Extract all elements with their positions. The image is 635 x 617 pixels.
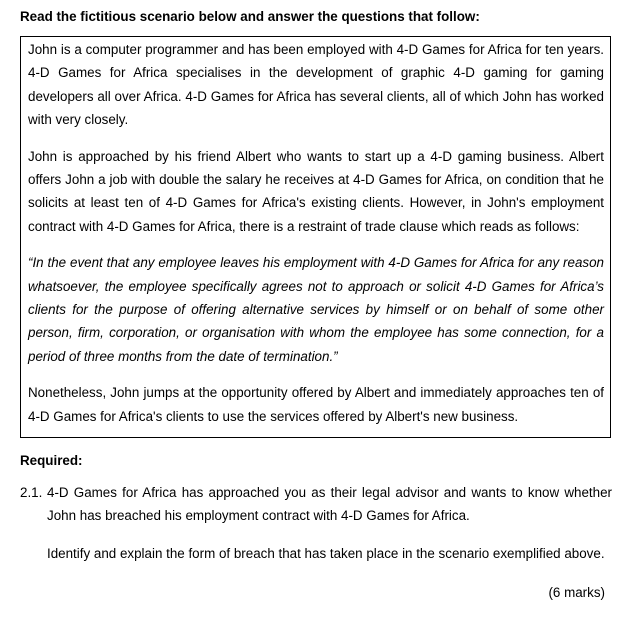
scenario-box	[20, 36, 611, 438]
required-label: Required:	[20, 453, 83, 468]
scenario-paragraph-1: John is a computer programmer and has been employed with 4-D Games for Africa for ten years. 4-D Games for Africa specialises in the development of graphic 4-D gaming for gaming developers all over Africa. 4-D Games for Africa has several clients, all of which John has worked with very closely.	[28, 42, 604, 128]
scenario-paragraph-2: John is approached by his friend Albert who wants to start up a 4-D gaming business. Albert offers John a job with double the salary he receives at 4-D Games for Africa, on condition that he solicits at least ten of 4-D Games for Africa's existing clients. However, in John's employment contract with 4-D Games for Africa, there is a restraint of trade clause which reads as follows:	[28, 148, 604, 234]
question-2-1	[20, 481, 612, 528]
question-number: 2.1.	[20, 485, 43, 500]
question-marks: (6 marks)	[548, 585, 605, 600]
restraint-clause-quote: “In the event that any employee leaves his employment with 4-D Games for Africa for any reason whatsoever, the employee specifically agrees not to approach or solicit 4-D Games for Africa’s clients for the purpose of offering alternative services by himself or on behalf of some other person, firm, corporation, or organisation with whom the employee has some connection, for a period of three months from the date of termination.”	[28, 255, 604, 364]
question-instruction: Identify and explain the form of breach that has taken place in the scenario exemplified above.	[47, 546, 605, 561]
scenario-paragraph-4: Nonetheless, John jumps at the opportunity offered by Albert and immediately approaches ten of 4-D Games for Africa's clients to use the services offered by Albert's new business.	[28, 385, 604, 424]
question-text: 4-D Games for Africa has approached you as their legal advisor and wants to know whether John has breached his employment contract with 4-D Games for Africa.	[47, 485, 612, 524]
instructions-heading: Read the fictitious scenario below and answer the questions that follow:	[20, 9, 480, 24]
